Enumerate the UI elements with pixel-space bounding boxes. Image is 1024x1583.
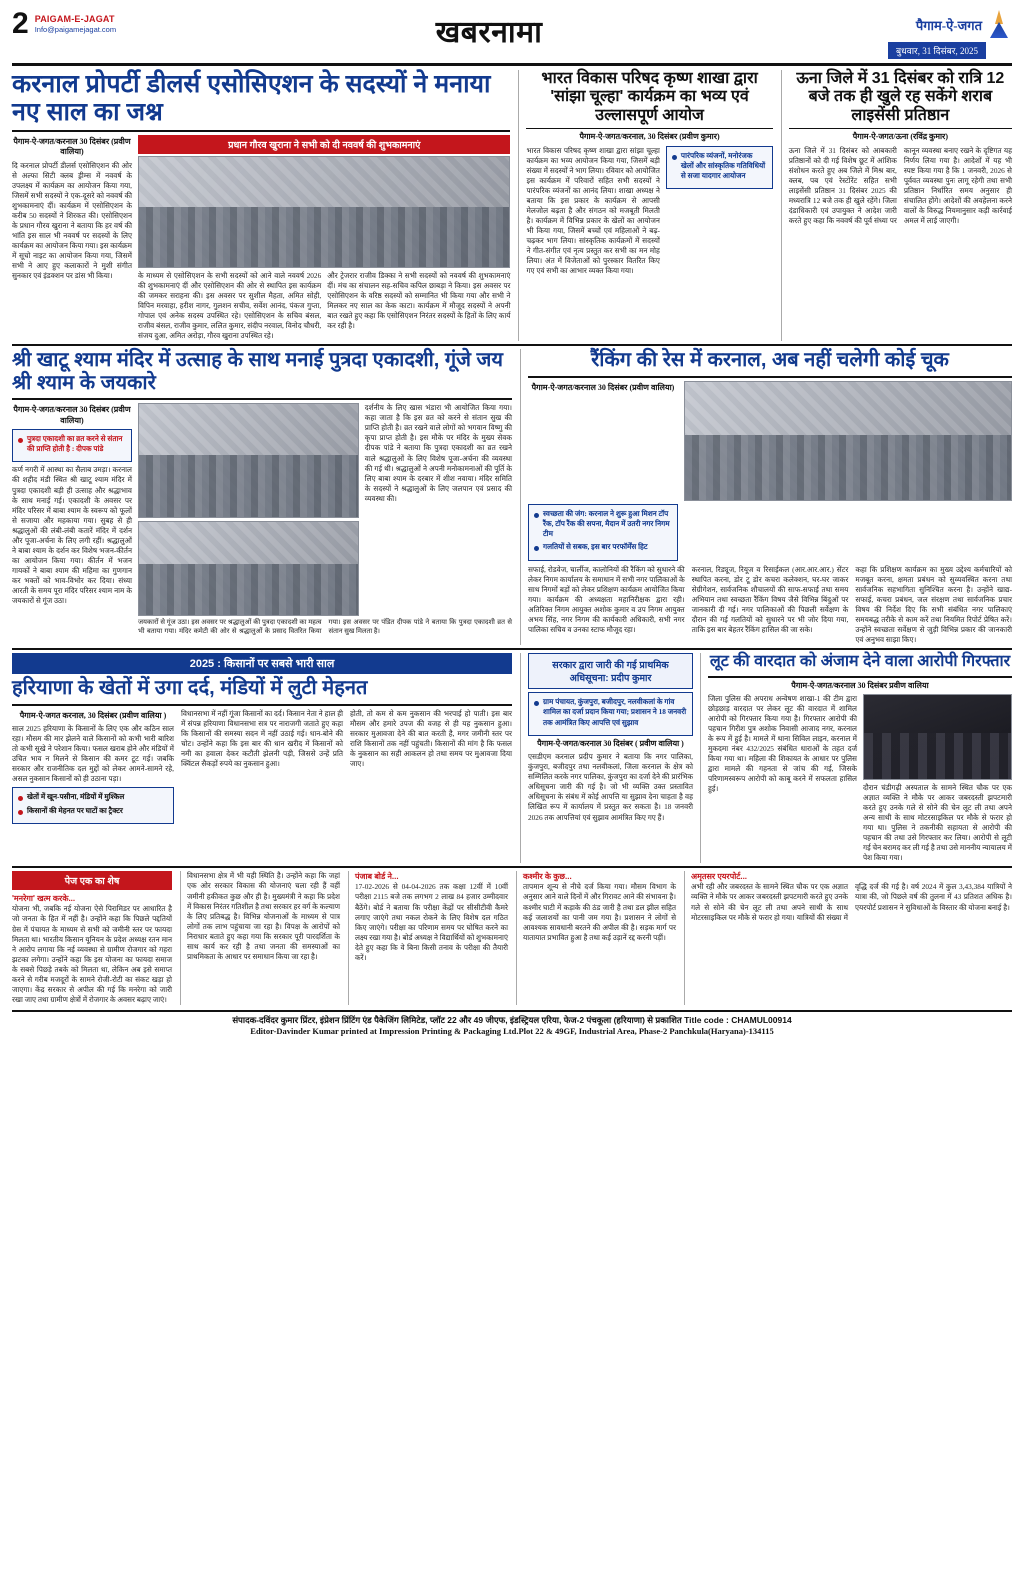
brand-email: Info@paigamejagat.com: [34, 25, 117, 35]
top-right-text: ऊना जिले में 31 दिसंबर को आबकारी प्रतिष्ठानों को दी गई विशेष छूट में आंशिक संशोधन करते हुए अब जिले में मिश्र बार, क्लब, पब एवं रेस्टोरेंट सहित सभी लाइसेंसी प्रतिष्ठान 31 दिसंबर 2025 की मध्यरात्रि 12 बजे तक ही खुले रहेंगे। जिला दंडाधिकारी एवं उपायुक्त ने आदेश जारी करते हुए कहा कि नववर्ष की पूर्व संध्या पर कानून व्यवस्था बनाए रखने के दृष्टिगत यह निर्णय लिया गया है। आदेशों में यह भी स्पष्ट किया गया है कि 1 जनवरी, 2026 से पूर्ववत व्यवस्था पुनः लागू रहेगी तथा सभी प्रतिष्ठान निर्धारित समय अनुसार ही संचालित होंगे। आदेशों की अवहेलना करने वालों के विरुद्ध नियमानुसार कड़ी कार्रवाई अमल में लाई जाएगी।: [788, 145, 1012, 225]
bullet-text: पारंपरिक व्यंजनों, मनोरंजक खेलों और सांस्कृतिक गतिविधियों से सजा यादगार आयोजन: [680, 150, 766, 180]
bottom-row: [12, 871, 1012, 1005]
continuation-subhead-1: 'मनरेगा' खत्म करके...: [12, 894, 76, 904]
continuation-banner: पेज एक का शेष: [12, 871, 172, 890]
bullet-dot-icon: [672, 155, 677, 160]
lead-byline: पैगाम-ऐ-जगत/करनाल 30 दिसंबर (प्रवीण वालिया): [13, 137, 131, 157]
masthead: [12, 7, 1012, 66]
masthead-right: [862, 10, 1012, 59]
lead-text-right: और ट्रेजरार राजीव डिक्का ने सभी सदस्यों को नववर्ष की शुभकामनाएं दीं। मंच का संचालन सह-सचिव कपिल छाबड़ा ने किया। इस अवसर पर एसोसिएशन के वरिष्ठ सदस्यों को सम्मानित भी किया गया और सभी ने मिलकर नए साल का केक काटा। कार्यक्रम में मौजूद सदस्यों ने अपनी बात रखते हुए कहा कि एसोसिएशन निरंतर सदस्यों के हितों के लिए कार्य कर रही है।: [327, 271, 511, 331]
bullet-dot-icon: [18, 796, 23, 801]
lead-story: [12, 70, 510, 341]
story2-photo-caption: जयकारों से गूंज उठा। इस अवसर पर श्रद्धालुओं की पुत्रदा एकादशी का महत्व भी बताया गया। मंदिर कमेटी की ओर से श्रद्धालुओं के प्रसाद वितरित किया गया। इस अवसर पर पंडित दीपक पांडे ने बताया कि पुत्रदा एकादशी व्रत से संतान सुख मिलता है।: [138, 619, 512, 636]
bullet-text: गलतियों से सबक, इस बार परफॉर्मेंस हिट: [543, 542, 648, 552]
story3-text-col3: कहा कि प्रशिक्षण कार्यक्रम का मुख्य उद्देश्य कर्मचारियों को मजबूत करना, क्षमता प्रबंधन को सुव्यवस्थित करना तथा सार्वजनिक सहभागिता सुनिश्चित करना है। उन्होंने खाद्य-सफाई, कचरा प्रबंधन, जल संरक्षण तथा सार्वजनिक प्रचार विषय की निर्देश दिए कि सभी संबंधित नगर पालिकाएं समयबद्ध तरीके से काम करें तथा नियमित रिपोर्ट प्रेषित करें। उन्होंने स्वच्छता सर्वेक्षण से जुड़ी विभिन्न प्रकार की जानकारी एवं अनुभव साझा किए।: [855, 564, 1013, 645]
story4-text-col2: विधानसभा में नहीं गूंजा किसानों का दर्द। किसान नेता ने हाल ही में संपन्न हरियाणा विधानसभा सत्र पर नाराजगी जताते हुए कहा कि किसानों की समस्या सदन में नहीं उठाई गई। धान-बोने की चोट। उन्होंने कहा कि इस बार की धान खरीद में किसानों को नमी का हवाला देकर कटौती झेलनी पड़ी, जिससे उन्हें प्रति क्विंटल सैकड़ों रुपये का नुकसान हुआ।: [181, 708, 343, 768]
section-title: खबरनामा: [435, 16, 543, 49]
continuation-subhead-4: कश्मीर के कुछ...: [523, 872, 572, 882]
story4-text-col1: साल 2025 हरियाणा के किसानों के लिए एक और कठिन साल रहा। मौसम की मार झेलने वाले किसानों को कभी भारी बारिश तो कभी सूखे ने परेशान किया। फसल खराब होने और मंडियों में उचित भाव न मिलने से किसान की कमर टूट गई। जबकि सरकार और राजनीतिक दल मुद्दों को लेकर आमने-सामने रहे, असल नुकसान किसानों को ही उठाना पड़ा।: [12, 723, 174, 784]
lead-text-mid: के माध्यम से एसोसिएशन के सभी सदस्यों को आने वाले नववर्ष 2026 की शुभकामनाएं दीं और एसोसिएशन की ओर से स्थापित इस कार्यक्रम की जमकर सराहना की। इस अवसर पर सुशील मैहता, अमित सोही, विपिन मरवाहा, हरीश नागर, गुलशन सचीव, सर्वेश आनंद, पंकज गुप्ता, गोपाल एवं अनेक सदस्य उपस्थित रहे। एसोसिएशन के सचिव बंसल, राजीव बंसल, राजीव कुमार, ललित कुमार, संदीप नरवाल, विनोद चौधरी, संजय दुआ, अमित अरोड़ा, गौरव खुराना उपस्थित रहे।: [138, 271, 322, 341]
story6-text-left: जिला पुलिस की अपराध अन्वेषण शाखा-1 की टीम द्वारा छोड़छाड़ वारदात पर लेकर लूट की वारदात में शामिल आरोपी को गिरफ्तार किया गया है। गिरफ्तार आरोपी की पहचान गिरीश पुत्र अशोक निवासी आजाद नगर, करनाल के रूप में हुई है। मामले में थाना सिविल लाइन, करनाल में मुकदमा नंबर 432/2025 संबंधित धाराओं के तहत दर्ज किया गया था। महिला की शिकायत के आधार पर पुलिस द्वारा मामले की गहनता से जांच की गई, जिसके परिणामस्वरूप आरोपी को काबू करने में सफलता हासिल हुई।: [708, 693, 857, 794]
bottom-col3: 17-02-2026 से 04-04-2026 तक कक्षा 12वीं में 10वीं परीक्षा 2115 बजे तक लगभग 2 लाख 84 हजार उम्मीदवार बैठेंगे। बोर्ड ने बताया कि परीक्षा केंद्रों पर सीसीटीवी कैमरे लगाए जाएंगे तथा नकल रोकने के लिए विशेष दल गठित किए जाएंगे। परीक्षा का परिणाम समय पर घोषित करने का लक्ष्य रखा गया है। बोर्ड अध्यक्ष ने विद्यार्थियों को शुभकामनाएं देते हुए कहा कि वे बिना किसी तनाव के परीक्षा की तैयारी करें।: [355, 882, 508, 962]
story4-bullets: [12, 787, 174, 823]
bottom-col5: अभी रही और जबरदस्त के सामने स्थित चौक पर एक अज्ञात व्यक्ति ने मौके पर आकर जबरदस्ती झपटमारी करते हुए उनके गले से सोने की चेन लूट ली तथा अपने साथी के साथ मोटरसाइकिल पर मौके से फरार हो गया। यात्रियों की संख्या में वृद्धि दर्ज की गई है। वर्ष 2024 में कुल 3,43,384 यात्रियों ने यात्रा की, जो पिछले वर्ष की तुलना में 43 प्रतिशत अधिक है। एयरपोर्ट प्रशासन ने सुविधाओं के विस्तार की योजना बनाई है।: [691, 882, 1012, 922]
top-middle-text: भारत विकास परिषद कृष्ण शाखा द्वारा सांझा चूल्हा कार्यक्रम का भव्य आयोजन किया गया, जिसमें बड़ी संख्या में सदस्यों ने भाग लिया। रविवार को आयोजित इस कार्यक्रम में परिवारों सहित सभी सदस्यों ने पारंपरिक व्यंजनों का आनंद लिया। शाखा अध्यक्ष ने बताया कि इस प्रकार के कार्यक्रम से आपसी मेलजोल बढ़ता है और संगठन को मजबूती मिलती है। कार्यक्रम में विभिन्न प्रकार के खेलों का आयोजन भी किया गया, जिसमें बच्चों एवं महिलाओं ने बढ़-चढ़कर भाग लिया। सांस्कृतिक कार्यक्रमों में सदस्यों ने गीत-संगीत एवं नृत्य प्रस्तुत कर सभी का मन मोह लिया। अंत में विजेताओं को पुरस्कार वितरित किए गए एवं सभी का आभार व्यक्त किया गया।: [526, 145, 660, 276]
brand-name: PAIGAM-E-JAGAT: [34, 14, 115, 24]
bottom-col2: विधानसभा क्षेत्र में भी यही स्थिति है। उन्होंने कहा कि जहां एक ओर सरकार विकास की योजनाएं चला रही हैं वहीं जमीनी हकीकत कुछ और ही है। मुख्यमंत्री ने कहा कि प्रदेश में विकास निरंतर गतिशील है तथा सरकार हर वर्ग के कल्याण के लिए प्रतिबद्ध है। विभिन्न योजनाओं के माध्यम से पात्र लोगों तक लाभ पहुंचाया जा रहा है। विपक्ष के आरोपों को निराधार बताते हुए कहा गया कि सरकार पूरी पारदर्शिता के साथ कार्य कर रही है तथा जनता की समस्याओं का प्राथमिकता के आधार पर समाधान किया जा रहा है।: [187, 871, 340, 961]
bullet-dot-icon: [534, 546, 539, 551]
story-notification: [528, 653, 693, 863]
continuation-block: [12, 871, 172, 1005]
bullet-text: किसानों की मेहनत पर घाटों का ट्रैक्टर: [27, 805, 123, 815]
bottom-col4: तापमान शून्य से नीचे दर्ज किया गया। मौसम विभाग के अनुसार आने वाले दिनों में और गिरावट आने की संभावना है। कश्मीर घाटी में कड़ाके की ठंड जारी है तथा डल झील सहित कई जलाशयों का पानी जम गया है। प्रशासन ने लोगों से आवश्यक सावधानी बरतने की अपील की है। सड़क मार्ग पर यातायात प्रभावित हुआ है तथा कई उड़ानें रद्द करनी पड़ीं।: [523, 882, 676, 942]
story3-text-col1: सफाई, रोडवेज, चार्लीज, कालोनियों की रैंकिंग को सुधारने की लेकर निगम कार्यालय के समाधान में सभी नगर पालिकाओं के साथ निगमों बड़ों को लेकर प्रशिक्षण कार्यक्रम आयोजित किया गया। कार्यक्रम की अध्यक्षता महानिरीक्षक द्वारा रही। अतिरिक्त निगम आयुक्त अशोक कुमार व उप निगम आयुक्त अभय सिंह, नगर निगम की कार्यकारी अधिकारी, सभी नगर पालिका सचिव व उनका स्टाफ मौजूद रहा।: [528, 564, 685, 635]
third-row: [12, 653, 1012, 863]
story2-text-col2: दर्शनीय के लिए खास भंडारा भी आयोजित किया गया। कहा जाता है कि इस व्रत को करने से संतान सुख की प्राप्ति होती है। व्रत रखने वाले लोगों को भगवान विष्णु की कृपा प्राप्त होती है। इस मौके पर मंदिर के मुख्य सेवक दीपक पांडे ने बताया कि पुत्रदा एकादशी का व्रत रखने वाले श्रद्धालुओं के लिए विशेष पूजा-अर्चना की व्यवस्था की गई थी। श्रद्धालुओं ने अपनी मनोकामनाओं की पूर्ति के लिए बाबा श्याम के दरबार में शीश नवाया। मंदिर समिति के सदस्यों ने श्रद्धालुओं के लिए जलपान एवं प्रसाद की व्यवस्था की।: [364, 403, 512, 503]
bullet-dot-icon: [18, 438, 23, 443]
story-ranking: [520, 349, 1012, 645]
story-farmers: [12, 653, 512, 863]
bottom-col1: योजना भी, जबकि नई योजना ऐसे पिरामिडर पर आधारित है जो जनता के हित में नहीं है। उन्होंने कहा कि पिछले पद्दतियों ग्रेस में पंचायत के माध्यम से सभी को जमीनी स्तर पर फायदा मिलता था। भारतीय किसान यूनियन के प्रदेश अध्यक्ष रतन मान ने आरोप लगाया कि नई व्यवस्था से ग्रामीण रोजगार को गहरा झटका लगेगा। उन्होंने कहा कि इस योजना का फायदा समाज के सबसे पिछड़े तबके को मिलता था, लेकिन अब इसे समाप्त करने से गरीब मजदूरों के सामने रोजी-रोटी का संकट खड़ा हो जाएगा। केंद्र सरकार से अपील की गई कि मनरेगा को जारी रखा जाए तथा ग्रामीण क्षेत्रों में रोजगार के अवसर बढ़ाए जाएं।: [12, 904, 172, 1004]
story2-bullets: [12, 429, 132, 462]
footer-line-1: संपादक-दविंदर कुमार प्रिंटर, इंप्रेशन प्रिंटिंग एंड पैकेजिंग लिमिटेड, प्लॉट 22 और 49 जीएफ, इंडस्ट्रियल एरिया, फेज-2 पंचकूला (हरियाणा) से प्रकाशित Title code : CHAMUL00914: [232, 1015, 792, 1026]
issue-date: बुधवार, 31 दिसंबर, 2025: [888, 42, 986, 59]
logo-text: पैगाम-ऐ-जगत: [915, 18, 982, 33]
story2-headline: श्री खाटू श्याम मंदिर में उत्साह के साथ मनाई पुत्रदा एकादशी, गूंजे जय श्री श्याम के जयकारे: [12, 349, 503, 394]
top-middle-headline: भारत विकास परिषद कृष्ण शाखा द्वारा 'सांझा चूल्हा' कार्यक्रम का भव्य एवं उल्लासपूर्ण आयोज: [541, 70, 758, 124]
bullet-dot-icon: [534, 701, 539, 706]
flame-logo-icon: [986, 10, 1012, 40]
top-middle-byline: पैगाम-ऐ-जगत/करनाल, 30 दिसंबर (प्रवीण कुमार): [579, 132, 720, 142]
second-row: [12, 349, 1012, 645]
bullet-dot-icon: [534, 513, 539, 518]
lead-text-left: दि करनाल प्रोपर्टी डीलर्स एसोसिएशन की ओर से अल्फा सिटी क्लब ड्रीम्स में नववर्ष के उपलक्ष्य में कार्यक्रम का आयोजन किया गया, जिसमें सभी सदस्यों ने एक-दूसरे को नववर्ष की शुभकामनाएं दीं। कार्यक्रम में एसोसिएशन के करीब 50 सदस्यों ने शिरकत की। एसोसिएशन के प्रधान गौरव खुराना ने बताया कि हर वर्ष की भांति इस साल भी नववर्ष पर सदस्यों के लिए कार्यक्रम का आयोजन किया गया। इस कार्यक्रम में सूचो नाइट का आयोजन किया गया, जिसमें सभी ने आए हुए कलाकारों ने मुशी संगीत सुनकार एवं इंडक्शन पर डांस भी किया।: [12, 160, 132, 281]
story4-text-col3: होती, तो कम से कम नुकसान की भरपाई हो पाती। इस बार मौसम और हमारे उपज की वजह से ही यह नुकसान हुआ। सरकार मुआवजा देने की बात करती है, मगर जमीनी स्तर पर राशि किसानों तक नहीं पहुंचती। किसानों की मांग है कि फसल के नुकसान का सही आकलन हो तथा समय पर मुआवजा दिया जाए।: [350, 708, 512, 768]
footer-line-2: Editor-Davinder Kumar printed at Impression Printing & Packaging Ltd.Plot 22 & 49GF, Industrial Area, Phase-2 Panchkula(Haryana)-134115: [250, 1026, 774, 1037]
story6-text-right: दौरान चंडीगढ़ी अस्पताल के सामने स्थित चौक पर एक अज्ञात व्यक्ति ने मौके पर आकर जबरदस्ती झपटमारी करते हुए उनके गले से सोने की चेन लूट ली तथा अपने अन्य साथी के साथ मोटरसाइकिल पर मौके से फरार हो गया था। पुलिस ने तकनीकी सहायता से आरोपी की पहचान की तथा उसे गिरफ्तार कर लिया। आरोपी से लूटी गई चेन बरामद कर ली गई है तथा उसे माननीय न्यायालय में पेश किया गया।: [863, 782, 1012, 863]
story2-byline: पैगाम-ऐ-जगत/करनाल 30 दिसंबर (प्रवीण वालिया): [13, 405, 131, 425]
story5-text: एसडीएम करनाल प्रदीप कुमार ने बताया कि नगर पालिका, कुंजपुरा, बजीदपुर तथा नलवीकलां, जिला करनाल के क्षेत्र को सम्मिलित करके नगर पालिका, कुंजपुरा का दर्जा देने की प्रारंभिक अधिसूचना जारी की गई है। जो भी व्यक्ति उक्त प्रस्तावित अधिसूचना के संबंध में कोई आपत्ति या सुझाव देना चाहता है वह लिखित रूप में कार्यालय में प्रस्तुत कर सकता है। 18 जनवरी 2026 तक आपत्तियां एवं सुझाव आमंत्रित किए गए हैं।: [528, 752, 693, 822]
top-right-story: [781, 70, 1012, 341]
continuation-subhead-3: पंजाब बोर्ड ने...: [355, 872, 399, 882]
story3-photo: [684, 381, 1012, 501]
lead-photo: [138, 156, 510, 268]
top-middle-story: [518, 70, 772, 341]
story5-byline: पैगाम-ऐ-जगत/करनाल 30 दिसंबर ( प्रवीण वालिया ): [537, 738, 684, 748]
top-row: [12, 70, 1012, 341]
bullet-text: ग्राम पंचायत, कुंजपुरा, बजीदपुर, नलवीकलां के गांव शामिल का दर्जा प्रदान किया गया; प्रशासन ने 18 जनवरी तक आमंत्रित किए आपत्ति एवं सुझाव: [543, 697, 687, 727]
story5-infobox: सरकार द्वारा जारी की गई प्राथमिक अधिसूचना: प्रदीप कुमार: [528, 653, 693, 689]
bottom-col4-wrap: [516, 871, 676, 1005]
bullet-text: स्वच्छता की जंग: करनाल ने शुरू हुआ मिशन टॉप रैंक, टॉप रैंक की सपना, मैदान में उतरी नगर निगम टीम: [543, 508, 670, 539]
lead-photo-banner: प्रधान गौरव खुराना ने सभी को दी नववर्ष की शुभकामनाएं: [138, 135, 510, 154]
bullet-text: खेतों में खून-पसीना, मंडियों में मुश्किल: [27, 792, 125, 802]
story6-byline: पैगाम-ऐ-जगत/करनाल 30 दिसंबर प्रवीण वालिया: [791, 680, 929, 690]
bullet-dot-icon: [18, 810, 23, 815]
story4-kicker: 2025 : किसानों पर सबसे भारी साल: [12, 653, 512, 674]
section-title-wrap: [116, 10, 862, 51]
story3-byline: पैगाम-ऐ-जगत/करनाल 30 दिसंबर (प्रवीण वालिया): [531, 382, 675, 392]
story6-headline: लूट की वारदात को अंजाम देने वाला आरोपी गिरफ्तार: [709, 653, 1011, 671]
story-robbery-arrest: [700, 653, 1012, 863]
top-right-byline: पैगाम-ऐ-जगत/ऊना (रविंद्र कुमार): [852, 132, 948, 142]
lead-headline: करनाल प्रोपर्टी डीलर्स एसोसिएशन के सदस्यों ने मनाया नए साल का जश्न: [12, 70, 491, 126]
story3-headline: रैंकिंग की रेस में करनाल, अब नहीं चलेगी कोई चूक: [591, 349, 949, 372]
page-number: 2: [12, 7, 29, 40]
bottom-col5-wrap: [684, 871, 1012, 1005]
story4-byline: पैगाम-ऐ-जगत करनाल, 30 दिसंबर (प्रवीण वालिया ): [19, 710, 167, 720]
third-row-right: [520, 653, 1012, 863]
story5-bullets: [528, 692, 693, 736]
footer: [12, 1010, 1012, 1036]
story3-bullets: [528, 504, 678, 561]
bottom-col2-wrap: [180, 871, 340, 1005]
story6-photo: [863, 694, 1012, 780]
story-khatu-shyam: [12, 349, 512, 645]
story2-photo-1: [138, 403, 359, 518]
story4-headline: हरियाणा के खेतों में उगा दर्द, मंडियों में लुटी मेहनत: [12, 677, 368, 700]
masthead-left: [12, 7, 117, 40]
top-middle-bullets: [666, 146, 773, 190]
story2-text-col1: कर्ण नगरी में आस्था का सैलाब उमड़ा। करनाल की शहीद मंडी स्थित श्री खाटू श्याम मंदिर में पुत्रदा एकादशी बड़ी ही उत्साह और श्रद्धाभाव के साथ मनाई गई। एकादशी के अवसर पर मंदिर परिसर में बाबा श्याम के स्वरूप को फूलों से सजाया और महकाया गया। सुबह से ही श्रद्धालुओं की लंबी-लंबी कतारें मंदिर में दर्शन और पूजा-अर्चना के लिए लगी रहीं। श्रद्धालुओं ने बाबा श्याम के दर्शन कर विशेष भजन-कीर्तन का आयोजन किया गया। कीर्तन में भजन गायकों ने बाबा श्याम की महिमा का गुणगान कर भक्तों को भाव-विभोर कर दिया। संध्या आरती के समय पूरा मंदिर परिसर श्याम नाम के जयकारों से गूंज उठा।: [12, 465, 132, 606]
bullet-text: पुत्रदा एकादशी का व्रत करने से संतान की प्राप्ति होती है : दीपक पांडे: [27, 434, 123, 454]
story3-text-col2: करनाल, रिड्यूज, रियूज व रिसाईकल (आर.आर.आर.) सेंटर स्थापित करना, डोर टू डोर कचरा कलेक्शन, घर-घर जाकर सेग्रीगेशन, सार्वजनिक शौचालयों की साफ-सफाई तथा समय अभियान तथा स्वच्छता रैंकिंग विषय जैसे विभिन्न बिंदुओं पर जानकारी दी गई। नगर पालिकाओं की पिछली सर्वेक्षण के दौरान की गई गलतियों को सुधारने पर भी जोर दिया गया, ताकि इस बार बेहतर रैंकिंग हासिल की जा सके।: [691, 564, 849, 635]
continuation-subhead-5: अमृतसर एयरपोर्ट...: [691, 872, 748, 882]
story2-photo-2: [138, 521, 359, 616]
top-right-headline: ऊना जिले में 31 दिसंबर को रात्रि 12 बजे तक ही खुले रह सकेंगे शराब लाइसेंसी प्रतिष्ठान: [796, 70, 1005, 124]
bottom-col3-wrap: [348, 871, 508, 1005]
